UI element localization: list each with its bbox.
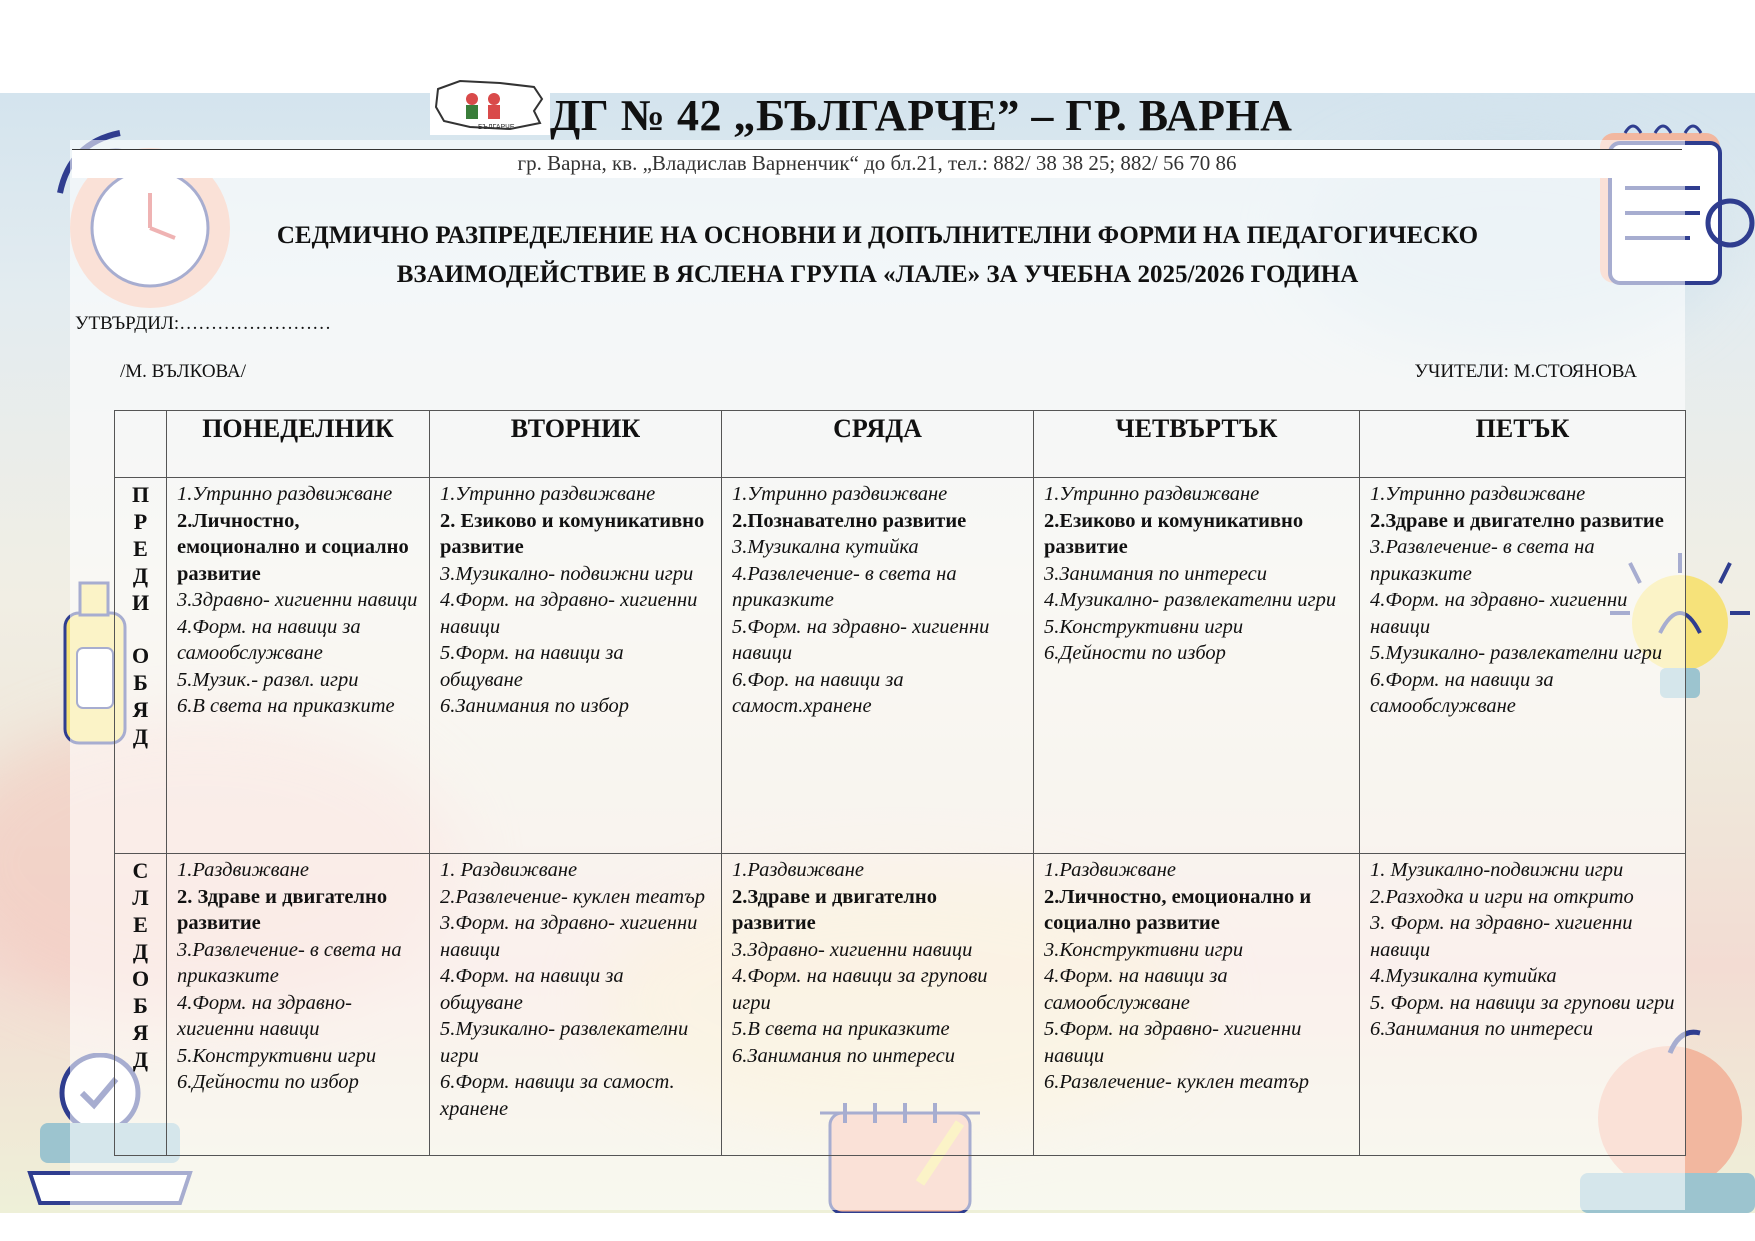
label-letter: И <box>131 590 150 615</box>
activity-item: 3.Развлечение- в света на приказките <box>177 938 402 987</box>
activity-item: 2.Езиково и комуникативно развитие <box>1044 509 1304 558</box>
label-letter: Д <box>132 1047 149 1072</box>
day-header: ЧЕТВЪРТЪК <box>1034 411 1360 478</box>
activity-item: 3.Занимания по интереси <box>1044 562 1267 585</box>
activity-item: 1. Раздвижване <box>440 859 578 881</box>
activity-cell <box>1360 478 1686 854</box>
activity-item: 2.Личностно, емоционално и социално развитие <box>1044 885 1312 934</box>
activity-item: 4.Форм. на навици за самообслужване <box>1044 965 1228 1014</box>
activity-item: 6.В света на приказките <box>177 695 395 717</box>
director-name: /М. ВЪЛКОВА/ <box>120 361 247 382</box>
kindergarten-logo <box>430 77 550 135</box>
activity-item: 5.Музикално- развлекателни игри <box>440 1018 689 1067</box>
activity-item: 2. Здраве и двигателно развитие <box>177 885 388 934</box>
activity-item: 5.Форм. на навици за общуване <box>440 642 624 691</box>
activity-item: 6.Развлечение- куклен театър <box>1044 1071 1309 1093</box>
label-letter: Б <box>133 993 148 1018</box>
page-title: ДГ № 42 „БЪЛГАРЧЕ” – ГР. ВАРНА <box>550 91 1293 140</box>
activity-item: 2.Личностно, емоционално и социално развитие <box>177 509 409 585</box>
heading-line-1: СЕДМИЧНО РАЗПРЕДЕЛЕНИЕ НА ОСНОВНИ И ДОПЪЛНИТЕЛНИ ФОРМИ НА ПЕДАГОГИЧЕСКО <box>276 222 1479 249</box>
activity-cell <box>722 854 1034 1156</box>
activity-item: 3.Здравно- хигиенни навици <box>177 589 418 611</box>
day-header-row <box>115 411 1686 478</box>
activity-item: 1.Утринно раздвижване <box>1370 483 1586 505</box>
activity-item: 4.Форм. на навици за общуване <box>440 965 624 1014</box>
before-nap-label <box>115 478 167 854</box>
activity-item: 6.Форм. навици за самост. хранене <box>440 1071 675 1120</box>
activity-item: 6.Дейности по избор <box>177 1071 359 1093</box>
activity-item: 3.Музикално- подвижни игри <box>440 562 694 585</box>
day-header: ПЕТЪК <box>1360 411 1686 478</box>
activity-item: 1.Раздвижване <box>1044 859 1176 881</box>
activity-item: 5.Музикално- развлекателни игри <box>1370 642 1663 664</box>
activity-item: 6.Фор. на навици за самост.хранене <box>732 668 904 717</box>
label-letter: Б <box>133 670 148 695</box>
activity-item: 1.Раздвижване <box>177 859 309 881</box>
activity-item: 6.Занимания по интереси <box>1370 1018 1593 1040</box>
activity-cell <box>1034 478 1360 854</box>
activity-item: 2.Познавателно развитие <box>732 509 967 532</box>
activity-item: 2.Здраве и двигателно развитие <box>1370 509 1664 532</box>
activity-item: 5.Форм. на здравно- хигиенни навици <box>732 615 990 664</box>
activity-item: 4.Форм. на здравно- хигиенни навици <box>440 589 698 638</box>
after-nap-row <box>115 854 1686 1156</box>
activity-cell <box>430 854 722 1156</box>
schedule-table <box>114 410 1686 1156</box>
activity-cell <box>722 478 1034 854</box>
activity-item: 5. Форм. на навици за групови игри <box>1370 991 1675 1014</box>
after-nap-label <box>115 854 167 1156</box>
before-nap-row <box>115 478 1686 854</box>
day-header: ПОНЕДЕЛНИК <box>167 411 430 478</box>
label-letter: Д <box>132 563 149 588</box>
label-letter: Я <box>132 697 149 722</box>
activity-item: 4.Форм. на здравно- хигиенни навици <box>1370 589 1628 638</box>
activity-item: 1.Утринно раздвижване <box>440 483 656 505</box>
activity-item: 4.Форм. на навици за групови игри <box>732 965 988 1014</box>
label-letter: Я <box>132 1020 149 1045</box>
activity-item: 4.Музикална кутийка <box>1370 965 1557 987</box>
activity-item: 5.В света на приказките <box>732 1018 950 1040</box>
activity-item: 5.Форм. на здравно- хигиенни навици <box>1044 1018 1302 1067</box>
activity-item: 5.Музик.- развл. игри <box>177 668 359 691</box>
activity-cell <box>1034 854 1360 1156</box>
activity-item: 3.Форм. на здравно- хигиенни навици <box>440 912 698 961</box>
activity-item: 4.Музикално- развлекателни игри <box>1044 589 1337 611</box>
label-letter: Е <box>133 536 148 561</box>
day-header: ВТОРНИК <box>430 411 722 478</box>
address-line: гр. Варна, кв. „Владислав Варненчик“ до бл.21, тел.: 882/ 38 38 25; 882/ 56 70 86 <box>72 149 1682 178</box>
activity-item: 2.Здраве и двигателно развитие <box>732 885 937 934</box>
activity-item: 1.Утринно раздвижване <box>177 483 393 505</box>
activity-item: 3.Музикална кутийка <box>732 536 919 558</box>
activity-item: 3.Здравно- хигиенни навици <box>732 938 973 961</box>
activity-item: 3.Конструктивни игри <box>1044 938 1244 961</box>
logo-text: БЪЛГАРЧЕ <box>478 124 515 131</box>
label-letter: Р <box>133 509 148 534</box>
teachers-line: УЧИТЕЛИ: М.СТОЯНОВА <box>1414 361 1637 382</box>
activity-cell <box>167 854 430 1156</box>
activity-item: 4.Форм. на навици за самообслужване <box>177 615 361 664</box>
document-heading <box>150 216 1605 294</box>
heading-line-2: ВЗАИМОДЕЙСТВИЕ В ЯСЛЕНА ГРУПА «ЛАЛЕ» ЗА УЧЕБНА 2025/2026 ГОДИНА <box>396 261 1359 288</box>
activity-item: 1.Утринно раздвижване <box>1044 483 1260 505</box>
activity-item: 3.Развлечение- в света на приказките <box>1370 536 1595 585</box>
label-letter: Д <box>132 939 149 964</box>
activity-item: 4.Форм. на здравно- хигиенни навици <box>177 991 352 1040</box>
day-header: СРЯДА <box>722 411 1034 478</box>
label-letter: О <box>131 643 150 668</box>
activity-item: 2. Езиково и комуникативно развитие <box>440 509 705 558</box>
activity-cell <box>167 478 430 854</box>
activity-cell <box>430 478 722 854</box>
bulgaria-map-logo-icon <box>430 77 550 135</box>
activity-item: 2.Развлечение- куклен театър <box>440 885 705 908</box>
label-spacer <box>115 616 166 642</box>
activity-item: 1.Утринно раздвижване <box>732 483 948 505</box>
activity-item: 1. Музикално-подвижни игри <box>1370 859 1624 881</box>
label-letter: С <box>132 858 149 883</box>
activity-item: 3. Форм. на здравно- хигиенни навици <box>1370 912 1633 961</box>
corner-cell <box>115 411 167 478</box>
label-letter: Е <box>133 912 148 937</box>
activity-item: 5.Конструктивни игри <box>1044 615 1244 638</box>
activity-item: 6.Форм. на навици за самообслужване <box>1370 668 1554 717</box>
approved-by: УТВЪРДИЛ:…………………… <box>75 313 332 334</box>
label-letter: Л <box>132 885 149 910</box>
activity-item: 6.Занимания по избор <box>440 695 630 717</box>
label-letter: О <box>131 966 150 991</box>
activity-item: 6.Занимания по интереси <box>732 1044 955 1067</box>
label-letter: П <box>131 482 150 507</box>
label-letter: Д <box>132 724 149 749</box>
activity-item: 1.Раздвижване <box>732 859 864 881</box>
activity-item: 4.Развлечение- в света на приказките <box>732 562 957 611</box>
activity-item: 6.Дейности по избор <box>1044 642 1226 664</box>
activity-item: 2.Разходка и игри на открито <box>1370 885 1634 908</box>
activity-cell <box>1360 854 1686 1156</box>
activity-item: 5.Конструктивни игри <box>177 1044 377 1067</box>
